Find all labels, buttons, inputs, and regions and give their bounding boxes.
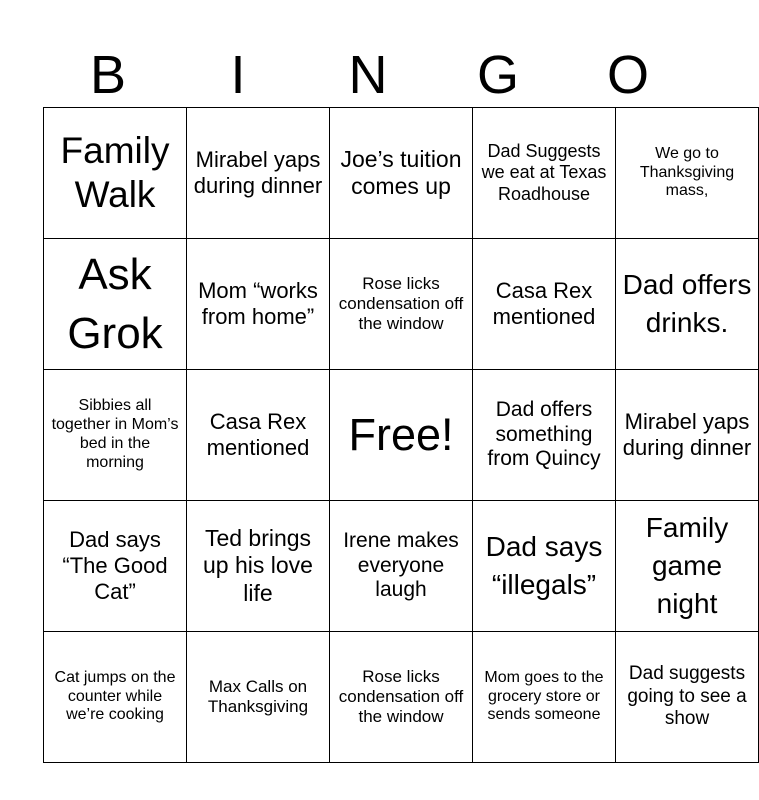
bingo-cell[interactable]: Dad says “The Good Cat” bbox=[44, 501, 187, 632]
header-letter-b: B bbox=[89, 45, 127, 105]
bingo-cell[interactable]: Irene makes everyone laugh bbox=[330, 501, 473, 632]
header-letter-i: I bbox=[230, 45, 246, 105]
bingo-board bbox=[43, 107, 759, 763]
bingo-cell[interactable]: Dad says “illegals” bbox=[473, 501, 616, 632]
header-letter-n: N bbox=[348, 45, 388, 105]
bingo-cell[interactable]: Ted brings up his love life bbox=[187, 501, 330, 632]
bingo-cell[interactable]: Casa Rex mentioned bbox=[473, 239, 616, 370]
board-row bbox=[44, 370, 759, 501]
bingo-cell[interactable]: Family Walk bbox=[44, 108, 187, 239]
bingo-cell[interactable]: Dad suggests going to see a show bbox=[616, 632, 759, 763]
bingo-cell[interactable]: Mirabel yaps during dinner bbox=[616, 370, 759, 501]
bingo-cell[interactable]: Casa Rex mentioned bbox=[187, 370, 330, 501]
free-space-cell[interactable]: Free! bbox=[330, 370, 473, 501]
bingo-cell[interactable]: Mom goes to the grocery store or sends someone bbox=[473, 632, 616, 763]
bingo-cell[interactable]: We go to Thanksgiving mass, bbox=[616, 108, 759, 239]
board-row bbox=[44, 632, 759, 763]
bingo-cell[interactable]: Ask Grok bbox=[44, 239, 187, 370]
bingo-cell[interactable]: Mirabel yaps during dinner bbox=[187, 108, 330, 239]
header-letter-o: O bbox=[606, 45, 649, 105]
bingo-cell[interactable]: Max Calls on Thanksgiving bbox=[187, 632, 330, 763]
board-row bbox=[44, 239, 759, 370]
bingo-cell[interactable]: Dad offers something from Quincy bbox=[473, 370, 616, 501]
bingo-cell[interactable]: Dad Suggests we eat at Texas Roadhouse bbox=[473, 108, 616, 239]
bingo-cell[interactable]: Joe’s tuition comes up bbox=[330, 108, 473, 239]
bingo-cell[interactable]: Dad offers drinks. bbox=[616, 239, 759, 370]
bingo-cell[interactable]: Family game night bbox=[616, 501, 759, 632]
board-row bbox=[44, 501, 759, 632]
bingo-cell[interactable]: Rose licks condensation off the window bbox=[330, 239, 473, 370]
bingo-cell[interactable]: Sibbies all together in Mom’s bed in the morning bbox=[44, 370, 187, 501]
bingo-cell[interactable]: Cat jumps on the counter while we’re cooking bbox=[44, 632, 187, 763]
bingo-cell[interactable]: Mom “works from home” bbox=[187, 239, 330, 370]
bingo-header bbox=[43, 44, 693, 106]
board-row bbox=[44, 108, 759, 239]
header-letter-g: G bbox=[476, 45, 519, 105]
bingo-cell[interactable]: Rose licks condensation off the window bbox=[330, 632, 473, 763]
